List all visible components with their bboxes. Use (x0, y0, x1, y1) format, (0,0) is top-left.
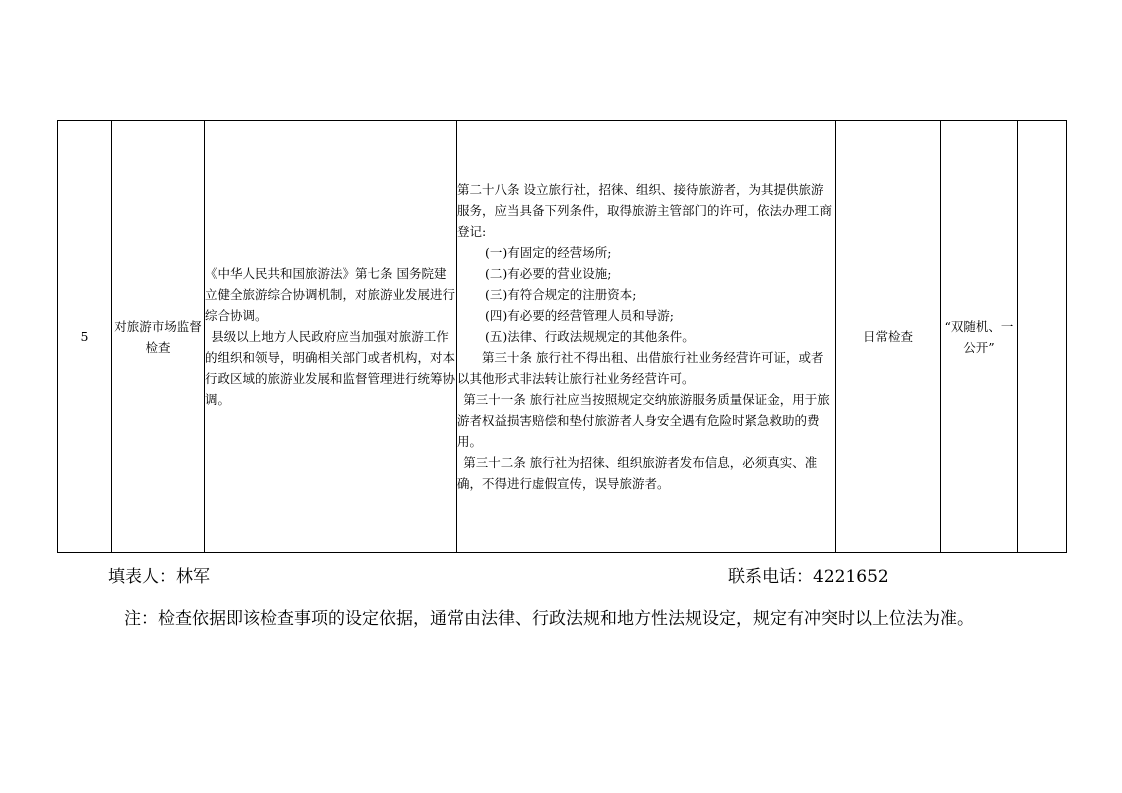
inspection-method: 日常检查 (836, 121, 941, 553)
form-filler: 填表人：林军 (108, 567, 210, 587)
law-provisions (457, 121, 836, 553)
law-paragraph: (一)有固定的经营场所; (485, 245, 612, 260)
row-number: 5 (58, 121, 112, 553)
remark-cell (1018, 121, 1067, 553)
inspection-basis (205, 121, 457, 553)
law-paragraph: (三)有符合规定的注册资本; (485, 287, 637, 302)
table-row (58, 121, 1067, 553)
random-inspection: “双随机、一公开” (941, 121, 1018, 553)
law-paragraph: 第二十八条 设立旅行社，招徕、组织、接待旅游者，为其提供旅游服务，应当具备下列条件，取得旅游主管部门的许可，依法办理工商登记: (457, 182, 833, 239)
contact-phone: 联系电话：4221652 (728, 567, 889, 587)
footnote: 注：检查依据即该检查事项的设定依据，通常由法律、行政法规和地方性法规设定，规定有冲突时以上位法为准。 (124, 609, 974, 629)
law-paragraph: (四)有必要的经营管理人员和导游; (485, 308, 674, 323)
law-paragraph: (二)有必要的营业设施; (485, 266, 612, 281)
inspection-item: 对旅游市场监督检查 (112, 121, 205, 553)
law-paragraph: 第三十二条 旅行社为招徕、组织旅游者发布信息，必须真实、准确，不得进行虚假宣传，误导旅游者。 (457, 455, 818, 491)
inspection-table (57, 120, 1067, 553)
basis-paragraph: 《中华人民共和国旅游法》第七条 国务院建立健全旅游综合协调机制，对旅游业发展进行综合协调。 (205, 266, 456, 323)
law-paragraph: (五)法律、行政法规规定的其他条件。 (485, 329, 695, 344)
law-paragraph: 第三十条 旅行社不得出租、出借旅行社业务经营许可证，或者以其他形式非法转让旅行社业务经营许可。 (457, 350, 824, 386)
law-paragraph: 第三十一条 旅行社应当按照规定交纳旅游服务质量保证金，用于旅游者权益损害赔偿和垫付旅游者人身安全遇有危险时紧急救助的费用。 (457, 392, 830, 449)
basis-paragraph: 县级以上地方人民政府应当加强对旅游工作的组织和领导，明确相关部门或者机构，对本行政区域的旅游业发展和监督管理进行统筹协调。 (205, 329, 456, 407)
